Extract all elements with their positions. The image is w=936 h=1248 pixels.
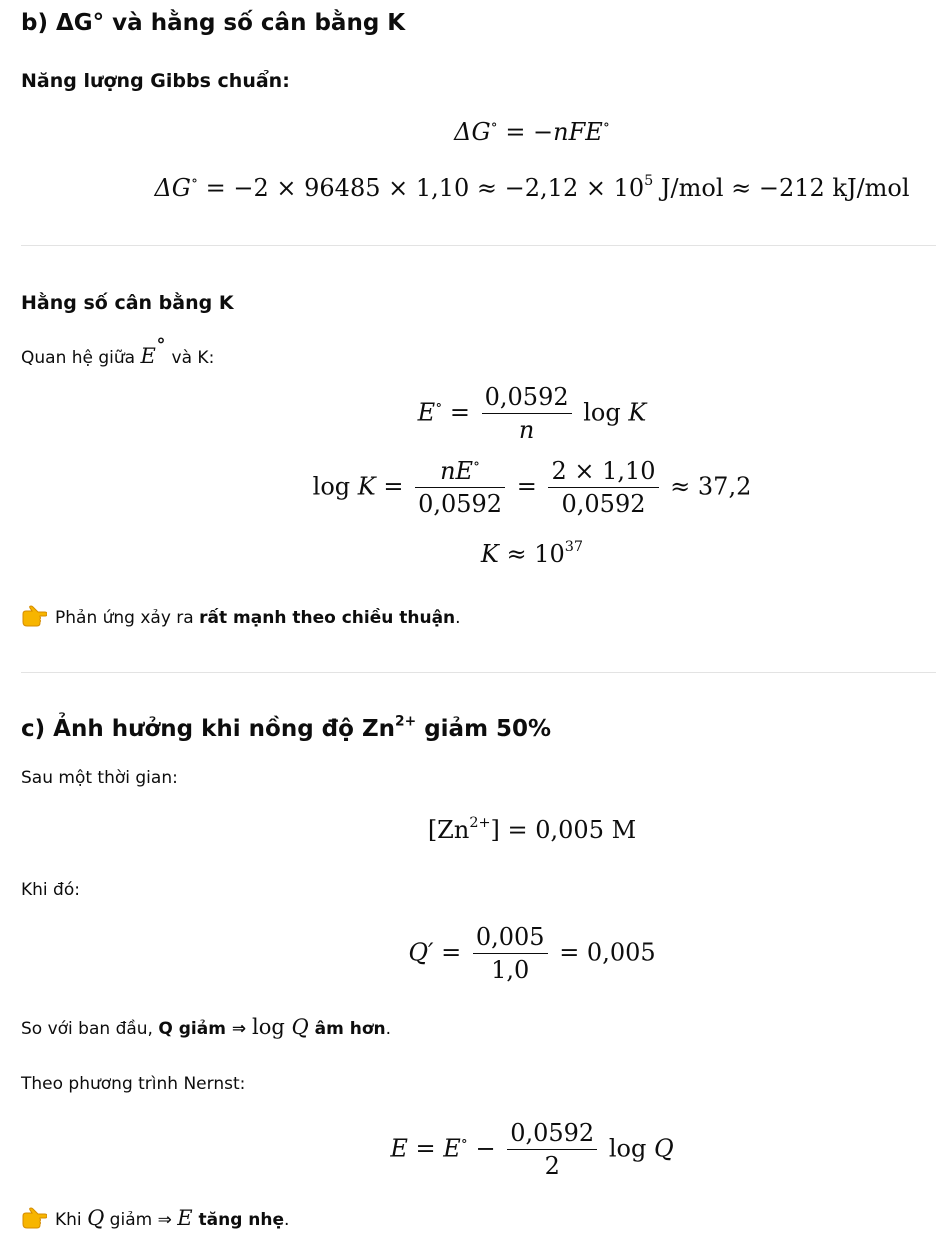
fraction: $\frac{0,005}{1,0}$ (473, 924, 548, 984)
direction-note: Phản ứng xảy ra rất mạnh theo chiều thuận. (21, 605, 461, 628)
equilibrium-heading: Hằng số cân bằng K (21, 292, 234, 314)
comparison-text: So với ban đầu, Q giảm ⇒ log Q âm hơn. (21, 1015, 392, 1039)
section-c-heading: c) Ảnh hưởng khi nồng độ $Zn^{2+}$ giảm 50% (21, 713, 552, 742)
gibbs-equation-1: ΔG∘ = −nFE∘ (454, 117, 610, 146)
log-k-equation: log K = $\frac{nE^\circ}{0,0592}$ = $\frac{2 \times 1,10}{0,0592}$ ≈ 37,2 (312, 456, 752, 519)
q-prime-equation: Q′ = $\frac{0,005}{1,0}$ = 0,005 (408, 923, 656, 985)
then-text: Khi đó: (21, 880, 80, 900)
after-time-text: Sau một thời gian: (21, 768, 178, 788)
divider (21, 672, 936, 673)
divider (21, 245, 936, 246)
nernst-label: Theo phương trình Nernst: (21, 1074, 246, 1094)
nernst-k-equation-1: E∘ = $\frac{0,0592}{n}$ log K (417, 383, 647, 445)
pointing-hand-icon (21, 605, 47, 627)
k-result-equation: $K \approx 10^{37}$ (480, 539, 584, 568)
section-b-heading: b) ΔG° và hằng số cân bằng K (21, 10, 406, 36)
gibbs-equation-2: $\Delta G^\circ = -2 \times 96485 \times 1,10 \approx -2,12 \times 10^5$ J/mol ≈ −212 kJ/mol (154, 173, 910, 202)
relation-text: Quan hệ giữa E∘ và K: (21, 328, 215, 368)
nernst-equation: E = E∘ − $\frac{0,0592}{2}$ log Q (390, 1119, 674, 1181)
fraction: $\frac{nE^\circ}{0,0592}$ (415, 458, 505, 518)
fraction: $\frac{2 \times 1,10}{0,0592}$ (548, 458, 658, 518)
gibbs-heading: Năng lượng Gibbs chuẩn: (21, 70, 290, 92)
fraction: $\frac{0,0592}{2}$ (507, 1120, 597, 1180)
fraction: $\frac{0,0592}{n}$ (482, 384, 572, 444)
concentration-equation: $[Zn^{2+}] = 0,005$ M (427, 815, 637, 844)
pointing-hand-icon (21, 1207, 47, 1229)
final-note: Khi Q giảm ⇒ E tăng nhẹ. (21, 1206, 289, 1230)
